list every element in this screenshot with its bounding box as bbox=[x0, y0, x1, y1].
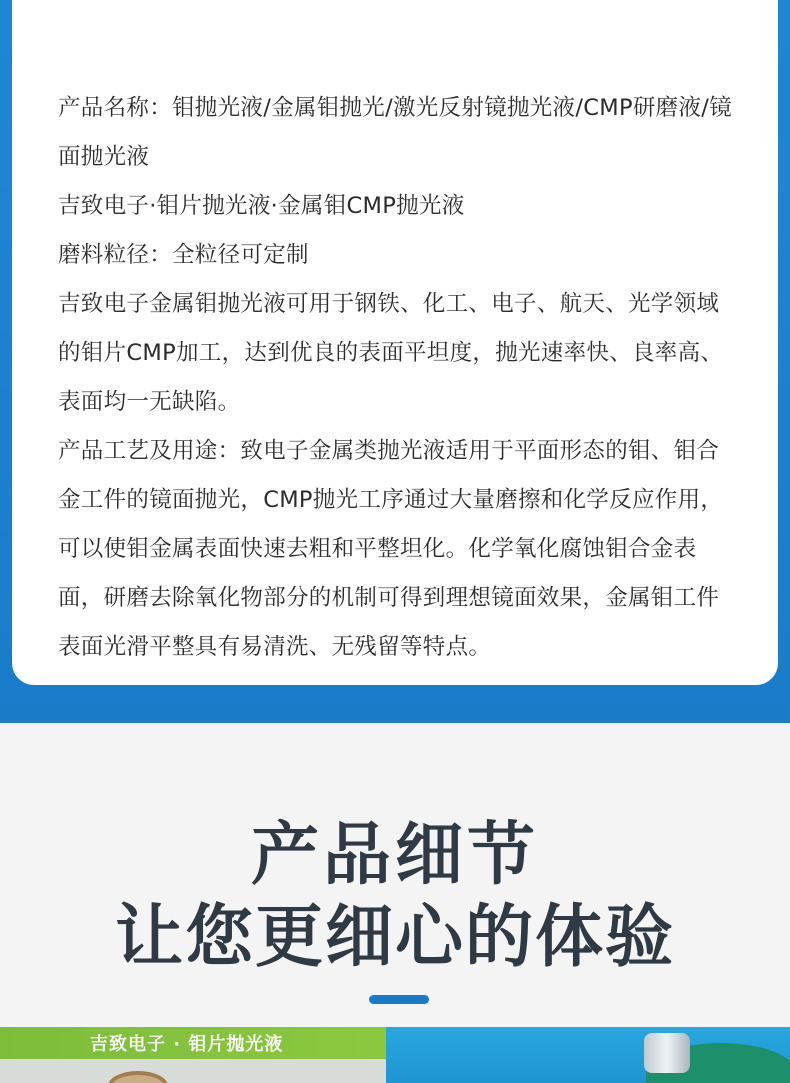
brand-line-paragraph: 吉致电子·钼片抛光液·金属钼CMP抛光液 bbox=[58, 193, 465, 219]
product-name-paragraph: 产品名称：钼抛光液/金属钼抛光/激光反射镜抛光液/CMP研磨液/镜面抛光液 bbox=[58, 95, 732, 170]
molybdenum-ring-image bbox=[108, 1071, 168, 1083]
product-photo-right bbox=[386, 1027, 790, 1083]
product-description-card bbox=[12, 0, 778, 685]
product-banner bbox=[0, 1027, 386, 1059]
particle-size-paragraph: 磨料粒径：全粒径可定制 bbox=[58, 242, 309, 268]
title-underline-divider bbox=[369, 995, 429, 1004]
details-title: 产品细节 bbox=[250, 815, 539, 895]
details-subtitle: 让您更细心的体验 bbox=[114, 897, 675, 977]
application-paragraph: 吉致电子金属钼抛光液可用于钢铁、化工、电子、航天、光学领域的钼片CMP加工，达到优良的表面平坦度，抛光速率快、良率高、表面均一无缺陷。 bbox=[58, 291, 724, 415]
product-banner-text: 吉致电子 · 钼片抛光液 bbox=[90, 1034, 284, 1055]
product-photo-left bbox=[0, 1027, 386, 1083]
product-details-section bbox=[0, 723, 790, 1027]
product-images-row bbox=[0, 1027, 790, 1083]
bottle-cap-image bbox=[644, 1033, 690, 1073]
process-usage-paragraph: 产品工艺及用途：致电子金属类抛光液适用于平面形态的钼、钼合金工件的镜面抛光，CMP抛光工序通过大量磨擦和化学反应作用，可以使钼金属表面快速去粗和平整坦化。化学氧化腐蚀钼合金表面，研磨去除氧化物部分的机制可得到理想镜面效果，金属钼工件表面光滑平整具有易清洗、无残留等特点。 bbox=[58, 438, 724, 660]
